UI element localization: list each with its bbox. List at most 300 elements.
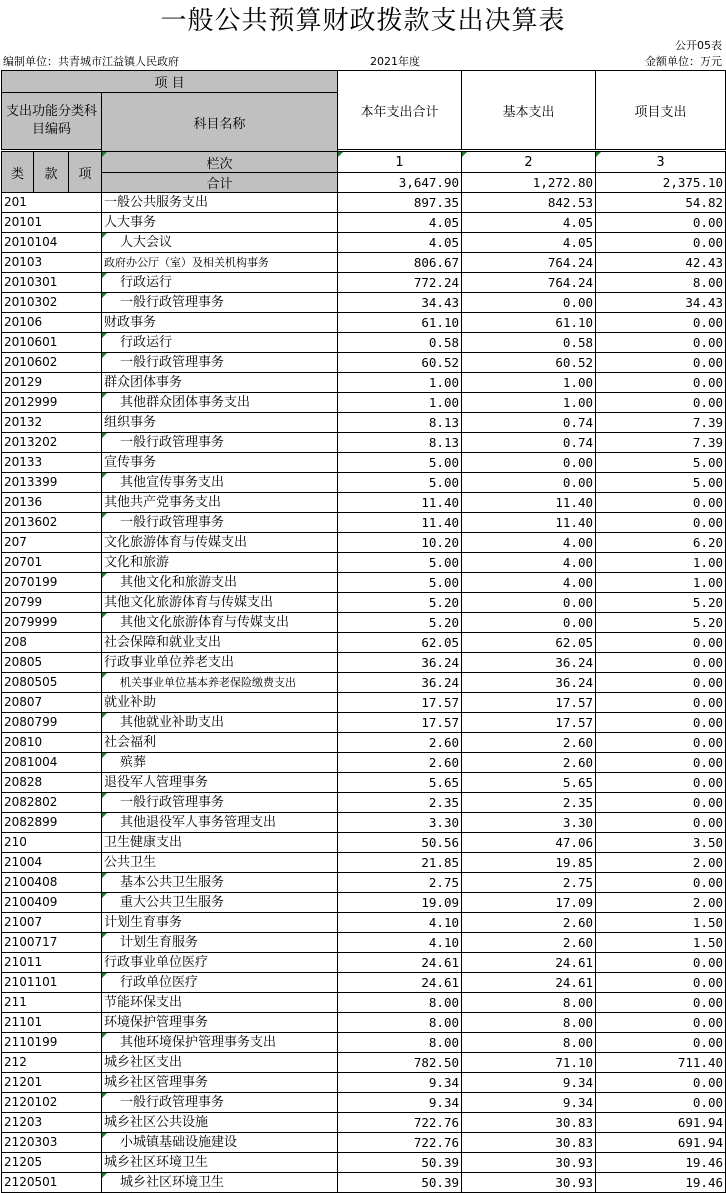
row-code: 20805	[2, 653, 102, 673]
row-basic: 4.00	[462, 553, 596, 573]
row-code: 21205	[2, 1153, 102, 1173]
header-col2: 2	[462, 152, 596, 173]
row-basic: 3.30	[462, 813, 596, 833]
row-code: 20133	[2, 453, 102, 473]
table-row	[2, 453, 726, 473]
table-row	[2, 493, 726, 513]
table-row	[2, 573, 726, 593]
row-name: 一般行政管理事务	[102, 1093, 338, 1113]
row-code: 2080799	[2, 713, 102, 733]
row-basic: 0.00	[462, 453, 596, 473]
row-code: 211	[2, 993, 102, 1013]
row-total: 11.40	[338, 493, 462, 513]
row-total: 5.00	[338, 453, 462, 473]
row-name: 殡葬	[102, 753, 338, 773]
row-name: 小城镇基础设施建设	[102, 1133, 338, 1153]
row-total: 5.00	[338, 573, 462, 593]
row-project: 691.94	[596, 1113, 726, 1133]
row-total: 8.13	[338, 433, 462, 453]
table-row	[2, 793, 726, 813]
row-total: 722.76	[338, 1113, 462, 1133]
row-project: 0.00	[596, 393, 726, 413]
row-code: 20106	[2, 313, 102, 333]
total-basic: 1,272.80	[462, 173, 596, 193]
row-total: 722.76	[338, 1133, 462, 1153]
table-row	[2, 1153, 726, 1173]
row-code: 21011	[2, 953, 102, 973]
row-project: 0.00	[596, 793, 726, 813]
table-row	[2, 613, 726, 633]
row-code: 2010302	[2, 293, 102, 313]
row-total: 0.58	[338, 333, 462, 353]
table-row	[2, 1113, 726, 1133]
table-row	[2, 1053, 726, 1073]
row-name: 人大事务	[102, 213, 338, 233]
row-basic: 19.85	[462, 853, 596, 873]
row-project: 0.00	[596, 633, 726, 653]
row-total: 2.60	[338, 753, 462, 773]
row-project: 691.94	[596, 1133, 726, 1153]
header-col3: 3	[596, 152, 726, 173]
row-name: 行政运行	[102, 333, 338, 353]
row-code: 21201	[2, 1073, 102, 1093]
row-code: 20828	[2, 773, 102, 793]
row-code: 2081004	[2, 753, 102, 773]
row-code: 21203	[2, 1113, 102, 1133]
budget-table	[1, 70, 726, 1193]
row-project: 1.00	[596, 553, 726, 573]
row-project: 0.00	[596, 1013, 726, 1033]
row-code: 20101	[2, 213, 102, 233]
row-total: 5.20	[338, 593, 462, 613]
row-name: 基本公共卫生服务	[102, 873, 338, 893]
row-code: 2080505	[2, 673, 102, 693]
row-total: 11.40	[338, 513, 462, 533]
row-project: 0.00	[596, 993, 726, 1013]
row-project: 1.50	[596, 933, 726, 953]
row-code: 207	[2, 533, 102, 553]
row-basic: 24.61	[462, 953, 596, 973]
row-name: 社会福利	[102, 733, 338, 753]
row-total: 5.20	[338, 613, 462, 633]
row-code: 2010301	[2, 273, 102, 293]
table-row	[2, 933, 726, 953]
row-basic: 17.09	[462, 893, 596, 913]
table-row	[2, 193, 726, 213]
table-body	[2, 193, 726, 1193]
row-basic: 4.00	[462, 573, 596, 593]
row-code: 20701	[2, 553, 102, 573]
row-project: 0.00	[596, 493, 726, 513]
header-kuan: 款	[34, 152, 69, 193]
row-project: 0.00	[596, 973, 726, 993]
table-row	[2, 633, 726, 653]
row-code: 20103	[2, 253, 102, 273]
row-total: 5.00	[338, 553, 462, 573]
row-project: 5.00	[596, 473, 726, 493]
row-code: 2100409	[2, 893, 102, 913]
row-basic: 47.06	[462, 833, 596, 853]
row-code: 20799	[2, 593, 102, 613]
row-code: 2010602	[2, 353, 102, 373]
row-project: 3.50	[596, 833, 726, 853]
table-row	[2, 213, 726, 233]
table-row	[2, 373, 726, 393]
row-project: 0.00	[596, 713, 726, 733]
row-total: 4.05	[338, 233, 462, 253]
row-name: 公共卫生	[102, 853, 338, 873]
table-row	[2, 1133, 726, 1153]
row-name: 其他文化旅游体育与传媒支出	[102, 593, 338, 613]
row-total: 50.39	[338, 1153, 462, 1173]
row-name: 重大公共卫生服务	[102, 893, 338, 913]
row-total: 782.50	[338, 1053, 462, 1073]
row-total: 36.24	[338, 673, 462, 693]
table-row	[2, 553, 726, 573]
row-name: 财政事务	[102, 313, 338, 333]
table-row	[2, 713, 726, 733]
row-total: 24.61	[338, 953, 462, 973]
row-project: 19.46	[596, 1153, 726, 1173]
table-row	[2, 993, 726, 1013]
row-basic: 764.24	[462, 273, 596, 293]
row-total: 4.05	[338, 213, 462, 233]
row-project: 0.00	[596, 873, 726, 893]
row-basic: 0.74	[462, 433, 596, 453]
table-row	[2, 513, 726, 533]
table-row	[2, 653, 726, 673]
row-project: 0.00	[596, 753, 726, 773]
row-project: 0.00	[596, 693, 726, 713]
row-project: 0.00	[596, 653, 726, 673]
row-name: 行政运行	[102, 273, 338, 293]
row-project: 0.00	[596, 673, 726, 693]
row-project: 5.20	[596, 593, 726, 613]
row-total: 21.85	[338, 853, 462, 873]
row-project: 5.00	[596, 453, 726, 473]
row-code: 2082802	[2, 793, 102, 813]
row-code: 20129	[2, 373, 102, 393]
table-row	[2, 733, 726, 753]
row-basic: 842.53	[462, 193, 596, 213]
row-total: 1.00	[338, 373, 462, 393]
row-code: 20132	[2, 413, 102, 433]
row-name: 社会保障和就业支出	[102, 633, 338, 653]
row-name: 退役军人管理事务	[102, 773, 338, 793]
row-name: 一般行政管理事务	[102, 293, 338, 313]
row-project: 0.00	[596, 1033, 726, 1053]
row-name: 文化旅游体育与传媒支出	[102, 533, 338, 553]
table-row	[2, 273, 726, 293]
row-code: 2082899	[2, 813, 102, 833]
row-name: 环境保护管理事务	[102, 1013, 338, 1033]
row-total: 17.57	[338, 713, 462, 733]
row-project: 0.00	[596, 333, 726, 353]
row-name: 行政事业单位医疗	[102, 953, 338, 973]
row-name: 节能环保支出	[102, 993, 338, 1013]
row-basic: 24.61	[462, 973, 596, 993]
table-row	[2, 1073, 726, 1093]
row-total: 34.43	[338, 293, 462, 313]
row-code: 20807	[2, 693, 102, 713]
compiling-unit: 编制单位：共青城市江益镇人民政府	[3, 55, 179, 68]
row-project: 0.00	[596, 233, 726, 253]
row-name: 计划生育事务	[102, 913, 338, 933]
header-xiangmu: 项 目	[2, 71, 338, 93]
row-code: 20136	[2, 493, 102, 513]
row-project: 5.20	[596, 613, 726, 633]
row-code: 2079999	[2, 613, 102, 633]
header-xiang: 项	[69, 152, 102, 193]
row-basic: 0.00	[462, 293, 596, 313]
row-project: 0.00	[596, 213, 726, 233]
row-project: 19.46	[596, 1173, 726, 1193]
row-project: 1.50	[596, 913, 726, 933]
row-name: 城乡社区管理事务	[102, 1073, 338, 1093]
row-project: 0.00	[596, 353, 726, 373]
row-basic: 5.65	[462, 773, 596, 793]
table-row	[2, 313, 726, 333]
row-name: 城乡社区公共设施	[102, 1113, 338, 1133]
row-total: 1.00	[338, 393, 462, 413]
row-name: 一般公共服务支出	[102, 193, 338, 213]
row-total: 62.05	[338, 633, 462, 653]
row-code: 2010601	[2, 333, 102, 353]
row-project: 0.00	[596, 1073, 726, 1093]
row-total: 19.09	[338, 893, 462, 913]
row-total: 9.34	[338, 1093, 462, 1113]
row-total: 2.75	[338, 873, 462, 893]
row-total: 9.34	[338, 1073, 462, 1093]
row-basic: 9.34	[462, 1073, 596, 1093]
row-basic: 11.40	[462, 513, 596, 533]
row-code: 2101101	[2, 973, 102, 993]
row-code: 2100717	[2, 933, 102, 953]
row-code: 21007	[2, 913, 102, 933]
row-name: 组织事务	[102, 413, 338, 433]
row-basic: 0.00	[462, 593, 596, 613]
fiscal-year: 2021年度	[370, 55, 420, 68]
row-project: 1.00	[596, 573, 726, 593]
row-basic: 2.60	[462, 733, 596, 753]
row-total: 10.20	[338, 533, 462, 553]
row-basic: 0.00	[462, 613, 596, 633]
row-name: 其他就业补助支出	[102, 713, 338, 733]
row-name: 城乡社区环境卫生	[102, 1153, 338, 1173]
row-basic: 1.00	[462, 373, 596, 393]
row-basic: 61.10	[462, 313, 596, 333]
row-project: 0.00	[596, 813, 726, 833]
row-name: 文化和旅游	[102, 553, 338, 573]
row-total: 36.24	[338, 653, 462, 673]
row-total: 2.60	[338, 733, 462, 753]
row-basic: 17.57	[462, 693, 596, 713]
row-code: 2012999	[2, 393, 102, 413]
row-code: 2110199	[2, 1033, 102, 1053]
row-project: 7.39	[596, 433, 726, 453]
row-basic: 8.00	[462, 1013, 596, 1033]
row-basic: 30.93	[462, 1173, 596, 1193]
row-code: 210	[2, 833, 102, 853]
row-code: 2010104	[2, 233, 102, 253]
table-row	[2, 293, 726, 313]
row-total: 8.13	[338, 413, 462, 433]
row-basic: 36.24	[462, 653, 596, 673]
row-total: 24.61	[338, 973, 462, 993]
row-name: 宣传事务	[102, 453, 338, 473]
table-row	[2, 833, 726, 853]
row-name: 卫生健康支出	[102, 833, 338, 853]
row-code: 2120303	[2, 1133, 102, 1153]
header-basic: 基本支出	[462, 71, 596, 150]
row-total: 8.00	[338, 1033, 462, 1053]
row-code: 21101	[2, 1013, 102, 1033]
row-basic: 9.34	[462, 1093, 596, 1113]
report-title: 一般公共预算财政拨款支出决算表	[160, 6, 566, 36]
row-code: 2013202	[2, 433, 102, 453]
row-total: 2.35	[338, 793, 462, 813]
row-name: 其他宣传事务支出	[102, 473, 338, 493]
row-name: 一般行政管理事务	[102, 793, 338, 813]
row-code: 2013399	[2, 473, 102, 493]
row-code: 2100408	[2, 873, 102, 893]
row-basic: 2.60	[462, 933, 596, 953]
table-row	[2, 333, 726, 353]
row-basic: 0.74	[462, 413, 596, 433]
table-row	[2, 1093, 726, 1113]
row-name: 就业补助	[102, 693, 338, 713]
table-row	[2, 753, 726, 773]
header-total: 本年支出合计	[338, 71, 462, 150]
row-name: 其他文化旅游体育与传媒支出	[102, 613, 338, 633]
row-project: 0.00	[596, 373, 726, 393]
row-total: 60.52	[338, 353, 462, 373]
row-name: 城乡社区支出	[102, 1053, 338, 1073]
form-number: 公开05表	[675, 39, 722, 52]
row-total: 897.35	[338, 193, 462, 213]
row-project: 0.00	[596, 513, 726, 533]
row-name: 计划生育服务	[102, 933, 338, 953]
table-row	[2, 913, 726, 933]
row-total: 61.10	[338, 313, 462, 333]
row-basic: 4.05	[462, 233, 596, 253]
row-name: 其他共产党事务支出	[102, 493, 338, 513]
row-name: 行政单位医疗	[102, 973, 338, 993]
row-code: 201	[2, 193, 102, 213]
table-row	[2, 693, 726, 713]
table-row	[2, 393, 726, 413]
table-row	[2, 533, 726, 553]
row-project: 54.82	[596, 193, 726, 213]
row-basic: 1.00	[462, 393, 596, 413]
header-lanci: 栏次	[102, 152, 338, 173]
row-project: 0.00	[596, 733, 726, 753]
row-name: 群众团体事务	[102, 373, 338, 393]
table-row	[2, 353, 726, 373]
row-basic: 4.05	[462, 213, 596, 233]
table-row	[2, 593, 726, 613]
row-total: 4.10	[338, 913, 462, 933]
row-project: 0.00	[596, 313, 726, 333]
row-total: 4.10	[338, 933, 462, 953]
row-name: 政府办公厅（室）及相关机构事务	[102, 253, 338, 273]
row-name: 行政事业单位养老支出	[102, 653, 338, 673]
row-name: 其他退役军人事务管理支出	[102, 813, 338, 833]
row-total: 17.57	[338, 693, 462, 713]
row-basic: 8.00	[462, 993, 596, 1013]
row-code: 2070199	[2, 573, 102, 593]
table-row	[2, 673, 726, 693]
row-basic: 30.93	[462, 1153, 596, 1173]
row-code: 20810	[2, 733, 102, 753]
table-row	[2, 953, 726, 973]
row-code: 2120501	[2, 1173, 102, 1193]
row-name: 其他环境保护管理事务支出	[102, 1033, 338, 1053]
row-code: 208	[2, 633, 102, 653]
table-row	[2, 813, 726, 833]
row-code: 212	[2, 1053, 102, 1073]
header-col1: 1	[338, 152, 462, 173]
row-total: 50.39	[338, 1173, 462, 1193]
row-basic: 2.35	[462, 793, 596, 813]
row-total: 50.56	[338, 833, 462, 853]
row-total: 806.67	[338, 253, 462, 273]
row-project: 7.39	[596, 413, 726, 433]
row-basic: 36.24	[462, 673, 596, 693]
row-name: 一般行政管理事务	[102, 353, 338, 373]
row-basic: 71.10	[462, 1053, 596, 1073]
row-project: 0.00	[596, 1093, 726, 1113]
row-basic: 2.75	[462, 873, 596, 893]
row-basic: 2.60	[462, 753, 596, 773]
row-name: 其他文化和旅游支出	[102, 573, 338, 593]
row-code: 2120102	[2, 1093, 102, 1113]
row-project: 711.40	[596, 1053, 726, 1073]
row-basic: 0.58	[462, 333, 596, 353]
table-row	[2, 1033, 726, 1053]
row-project: 42.43	[596, 253, 726, 273]
row-basic: 11.40	[462, 493, 596, 513]
row-basic: 764.24	[462, 253, 596, 273]
row-basic: 2.60	[462, 913, 596, 933]
row-basic: 62.05	[462, 633, 596, 653]
row-project: 0.00	[596, 953, 726, 973]
table-row	[2, 773, 726, 793]
header-subject-name: 科目名称	[102, 93, 338, 152]
row-basic: 30.83	[462, 1133, 596, 1153]
row-basic: 4.00	[462, 533, 596, 553]
row-name: 一般行政管理事务	[102, 513, 338, 533]
row-basic: 30.83	[462, 1113, 596, 1133]
header-project: 项目支出	[596, 71, 726, 150]
currency-unit: 金额单位：万元	[645, 55, 722, 68]
row-project: 8.00	[596, 273, 726, 293]
total-sum: 3,647.90	[338, 173, 462, 193]
row-project: 2.00	[596, 853, 726, 873]
row-total: 5.65	[338, 773, 462, 793]
row-name: 人大会议	[102, 233, 338, 253]
row-project: 34.43	[596, 293, 726, 313]
table-row	[2, 973, 726, 993]
row-total: 5.00	[338, 473, 462, 493]
meta-row	[0, 54, 726, 69]
table-row	[2, 1173, 726, 1193]
row-code: 21004	[2, 853, 102, 873]
row-project: 0.00	[596, 773, 726, 793]
header-heji: 合计	[102, 173, 338, 193]
row-basic: 17.57	[462, 713, 596, 733]
row-name: 机关事业单位基本养老保险缴费支出	[102, 673, 338, 693]
